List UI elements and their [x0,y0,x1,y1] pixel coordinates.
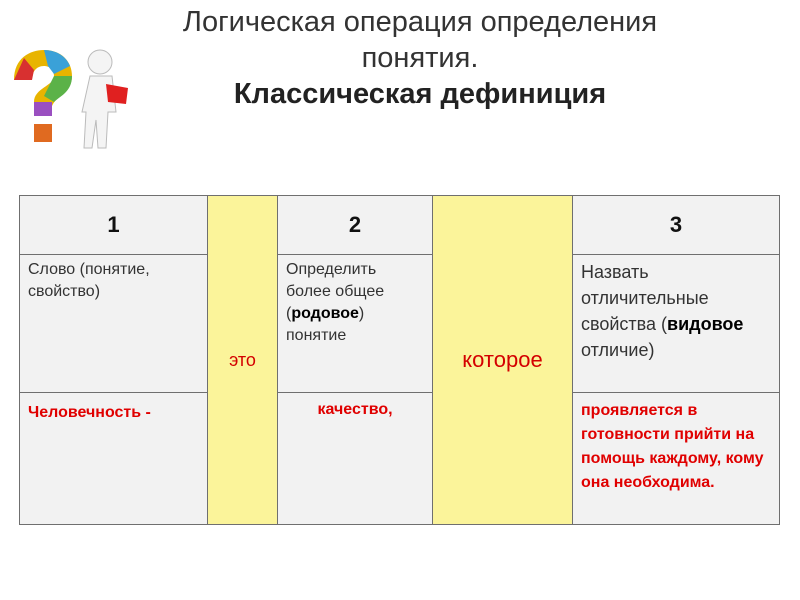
bold-vidovoe: видовое [667,314,744,334]
white-figure-icon [82,50,128,148]
header-cell-3: 3 [573,196,780,255]
title-line-1: Логическая операция определения [182,6,658,38]
desc-distinctive-properties: Назвать отличительные свойства (видовое отличие) [581,262,744,360]
desc-cell-1 [20,255,208,393]
table-header-row [20,196,780,255]
table-row-description [20,255,780,393]
desc-word-concept: Слово (понятие, свойство) [28,261,150,300]
example-term: Человечность - [28,404,151,421]
example-cell-1 [20,393,208,525]
bold-rodovoe: родовое [291,305,359,322]
connector-eto: это [229,349,256,370]
connector-kotoroe: которое [462,347,543,372]
header-cell-2: 2 [278,196,433,255]
example-cell-2 [278,393,433,525]
question-mark-figure-illustration [0,40,140,155]
example-genus: качество, [317,401,393,418]
desc-cell-2 [278,255,433,393]
desc-cell-3 [573,255,780,393]
connector-cell-1 [208,196,278,525]
connector-cell-2 [433,196,573,525]
header-cell-1: 1 [20,196,208,255]
puzzle-question-mark-icon [14,50,72,142]
table-row-example [20,393,780,525]
example-difference: проявляется в готовности прийти на помощь каждому, кому она необходима. [581,402,764,491]
definition-table [19,195,780,525]
title-line-3: Классическая дефиниция [233,78,607,110]
desc-generic-concept: Определить более общее (родовое) понятие [286,261,385,344]
title-line-2: понятия. [361,42,479,74]
slide-title [80,4,760,112]
example-cell-3 [573,393,780,525]
